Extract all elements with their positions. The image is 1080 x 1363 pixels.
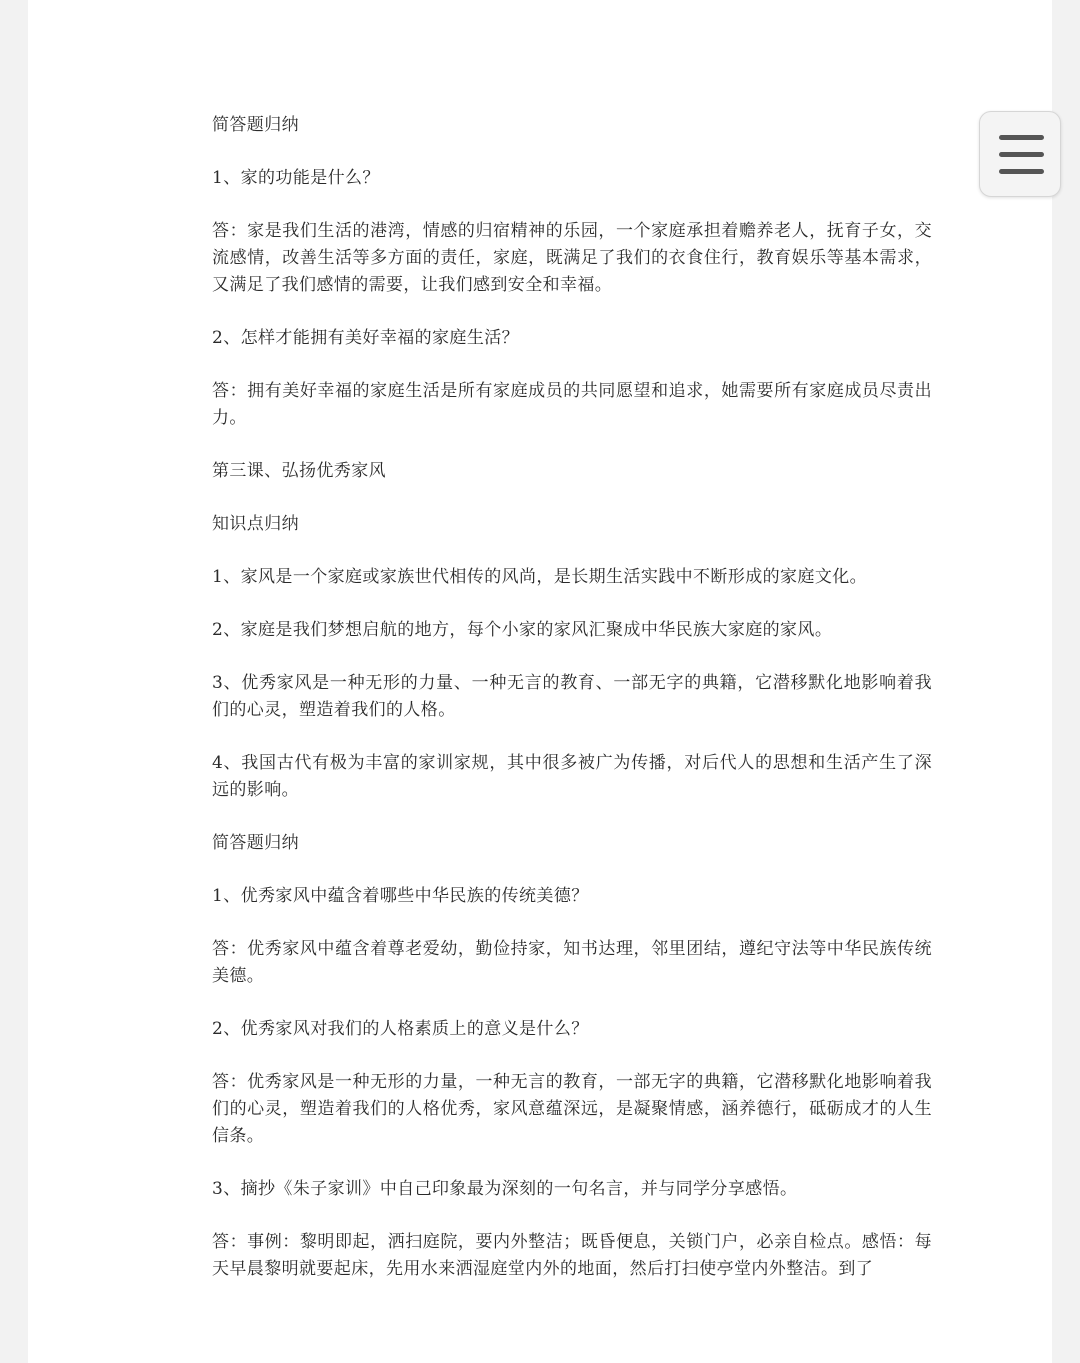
question: 3、摘抄《朱子家训》中自己印象最为深刻的一句名言，并与同学分享感悟。 [212, 1179, 798, 1199]
section-heading: 简答题归纳 [212, 115, 299, 135]
knowledge-point: 1、家风是一个家庭或家族世代相传的风尚，是长期生活实践中不断形成的家庭文化。 [212, 567, 868, 587]
answer: 答：家是我们生活的港湾，情感的归宿精神的乐园，一个家庭承担着赡养老人，抚育子女，交流感情，改善生活等多方面的责任，家庭，既满足了我们的衣食住行，教育娱乐等基本需求，又满足了我们感情的需要，让我们感到安全和幸福。 [212, 221, 932, 295]
question: 1、家的功能是什么？ [212, 168, 380, 188]
answer: 答：拥有美好幸福的家庭生活是所有家庭成员的共同愿望和追求，她需要所有家庭成员尽责出力。 [212, 381, 932, 428]
knowledge-point: 2、家庭是我们梦想启航的地方，每个小家的家风汇聚成中华民族大家庭的家风。 [212, 620, 833, 640]
section-heading: 简答题归纳 [212, 833, 299, 853]
knowledge-point: 3、优秀家风是一种无形的力量、一种无言的教育、一部无字的典籍，它潜移默化地影响着我们的心灵，塑造着我们的人格。 [212, 673, 932, 720]
answer: 答：事例：黎明即起，洒扫庭院，要内外整洁；既昏便息，关锁门户，必亲自检点。感悟：每天早晨黎明就要起床，先用水来洒湿庭堂内外的地面，然后打扫使亭堂内外整洁。到了 [212, 1232, 932, 1279]
section-heading: 知识点归纳 [212, 514, 299, 534]
knowledge-point: 4、我国古代有极为丰富的家训家规，其中很多被广为传播，对后代人的思想和生活产生了深远的影响。 [212, 753, 932, 800]
answer: 答：优秀家风中蕴含着尊老爱幼，勤俭持家，知书达理，邻里团结，遵纪守法等中华民族传统美德。 [212, 939, 932, 986]
document-content [212, 112, 932, 1309]
answer: 答：优秀家风是一种无形的力量，一种无言的教育，一部无字的典籍，它潜移默化地影响着我们的心灵，塑造着我们的人格优秀，家风意蕴深远，是凝聚情感，涵养德行，砥砺成才的人生信条。 [212, 1072, 932, 1146]
lesson-title: 第三课、弘扬优秀家风 [212, 461, 386, 481]
question: 2、优秀家风对我们的人格素质上的意义是什么？ [212, 1019, 589, 1039]
question: 1、优秀家风中蕴含着哪些中华民族的传统美德？ [212, 886, 589, 906]
menu-button[interactable] [979, 111, 1061, 197]
question: 2、怎样才能拥有美好幸福的家庭生活？ [212, 328, 520, 348]
document-page [28, 0, 1052, 1363]
